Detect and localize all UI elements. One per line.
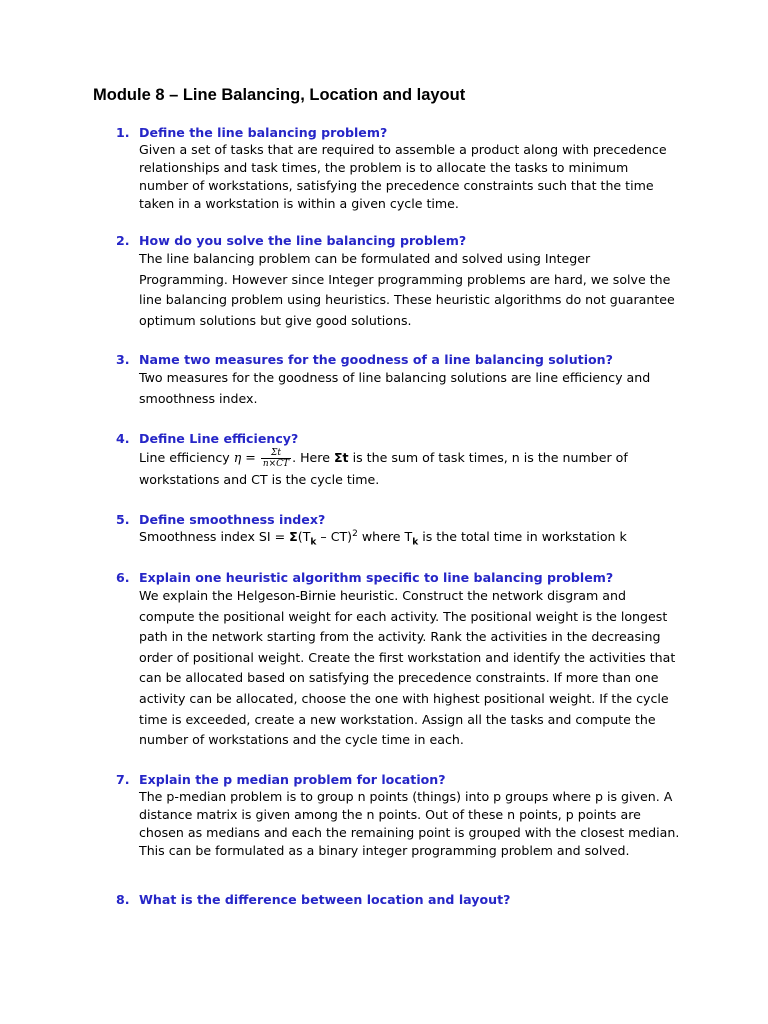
answer-line: chosen as medians and each the remaining point is grouped with the closest median. (139, 825, 680, 840)
qa-item-2 (116, 232, 696, 331)
answer-line: Two measures for the goodness of line balancing solutions are line efficiency and (139, 370, 651, 385)
formula-where: where T (357, 529, 413, 544)
answer (139, 528, 696, 546)
answer-line: can be allocated based on satisfying the precedence constraints. If more than one (139, 670, 659, 686)
sigma-symbol: Σ (289, 529, 298, 544)
question (116, 232, 696, 249)
formula-minus: – CT) (316, 529, 353, 544)
answer-line: relationships and task times, the problem is to allocate the tasks to minimum (139, 160, 629, 175)
answer-line: This can be formulated as a binary integer programming problem and solved. (139, 843, 630, 858)
answer (139, 447, 696, 491)
fraction-numerator: Σt (261, 448, 291, 459)
qa-item-7 (116, 771, 696, 860)
question-number: 7. (116, 772, 130, 787)
answer-line: order of positional weight. Create the first workstation and identify the activities that (139, 649, 676, 665)
fraction-denominator: n×CT (262, 459, 290, 469)
qa-item-3 (116, 351, 696, 409)
efficiency-formula-line (139, 447, 696, 469)
answer-line: number of workstations, satisfying the precedence constraints such that the time (139, 178, 654, 193)
formula-prefix: Line efficiency (139, 450, 234, 465)
question-number: 1. (116, 125, 130, 140)
eta-symbol: η = (233, 450, 260, 465)
question-text: Define Line efficiency? (139, 431, 299, 446)
question-text: Define the line balancing problem? (139, 125, 388, 140)
smoothness-formula-line (139, 528, 696, 546)
answer (139, 788, 696, 860)
answer-line: workstations and CT is the cycle time. (139, 472, 380, 487)
answer (139, 368, 696, 409)
answer-line: number of workstations and the cycle time in each. (139, 732, 464, 748)
question-text: Explain the p median problem for location? (139, 772, 446, 787)
question (116, 511, 696, 528)
question-number: 5. (116, 512, 130, 527)
formula-tail: is the total time in workstation k (418, 529, 627, 544)
answer-line: Programming. However since Integer programming problems are hard, we solve the (139, 271, 671, 287)
formula-prefix: Smoothness index SI = (139, 529, 290, 544)
answer-line: The line balancing problem can be formulated and solved using Integer (139, 251, 591, 266)
subscript-k: k (412, 537, 419, 548)
page-title: Module 8 – Line Balancing, Location and layout (93, 86, 466, 104)
formula-open: (T (297, 529, 311, 544)
answer-line: optimum solutions but give good solutions. (139, 312, 412, 328)
qa-item-4 (116, 430, 696, 491)
question-number: 4. (116, 431, 130, 446)
question-number: 3. (116, 352, 130, 367)
efficiency-fraction (261, 448, 291, 469)
question-text: Explain one heuristic algorithm specific to line balancing problem? (139, 570, 614, 585)
answer (139, 249, 696, 331)
answer-line: time is exceeded, create a new workstation. Assign all the tasks and compute the (139, 711, 656, 727)
answer-line: smoothness index. (139, 390, 258, 406)
qa-item-8 (116, 891, 696, 908)
answer-line: path in the network starting from the activity. Rank the activities in the decreasing (139, 629, 661, 645)
question (116, 124, 696, 141)
question-text: Name two measures for the goodness of a line balancing solution? (139, 352, 613, 367)
sigma-t: Σt (333, 450, 349, 465)
formula-rest: is the sum of task times, n is the number of (348, 450, 628, 465)
answer-line: line balancing problem using heuristics. These heuristic algorithms do not guarantee (139, 292, 675, 308)
question (116, 771, 696, 788)
qa-item-6 (116, 569, 696, 751)
formula-here: . Here (292, 450, 334, 465)
question-number: 2. (116, 233, 130, 248)
question-number: 6. (116, 570, 130, 585)
qa-item-5 (116, 511, 696, 546)
question (116, 351, 696, 368)
answer-line: taken in a workstation is within a given cycle time. (139, 196, 459, 211)
answer (139, 141, 696, 213)
answer-line: The p-median problem is to group n points (things) into p groups where p is given. A (139, 789, 673, 804)
question-number: 8. (116, 892, 130, 907)
question (116, 430, 696, 447)
question-text: Define smoothness index? (139, 512, 326, 527)
answer-line: Given a set of tasks that are required to assemble a product along with precedence (139, 142, 667, 157)
subscript-k: k (310, 537, 317, 548)
qa-item-1 (116, 124, 696, 213)
question-text: What is the difference between location and layout? (139, 892, 511, 907)
question-text: How do you solve the line balancing problem? (139, 233, 467, 248)
question (116, 891, 696, 908)
answer (139, 586, 696, 751)
answer-line: distance matrix is given among the n points. Out of these n points, p points are (139, 807, 641, 822)
answer-line: activity can be allocated, choose the one with highest positional weight. If the cycle (139, 690, 669, 706)
question (116, 569, 696, 586)
exponent: 2 (352, 528, 358, 539)
answer-line: compute the positional weight for each activity. The positional weight is the longest (139, 608, 668, 624)
answer-line: We explain the Helgeson-Birnie heuristic. Construct the network disgram and (139, 588, 626, 603)
